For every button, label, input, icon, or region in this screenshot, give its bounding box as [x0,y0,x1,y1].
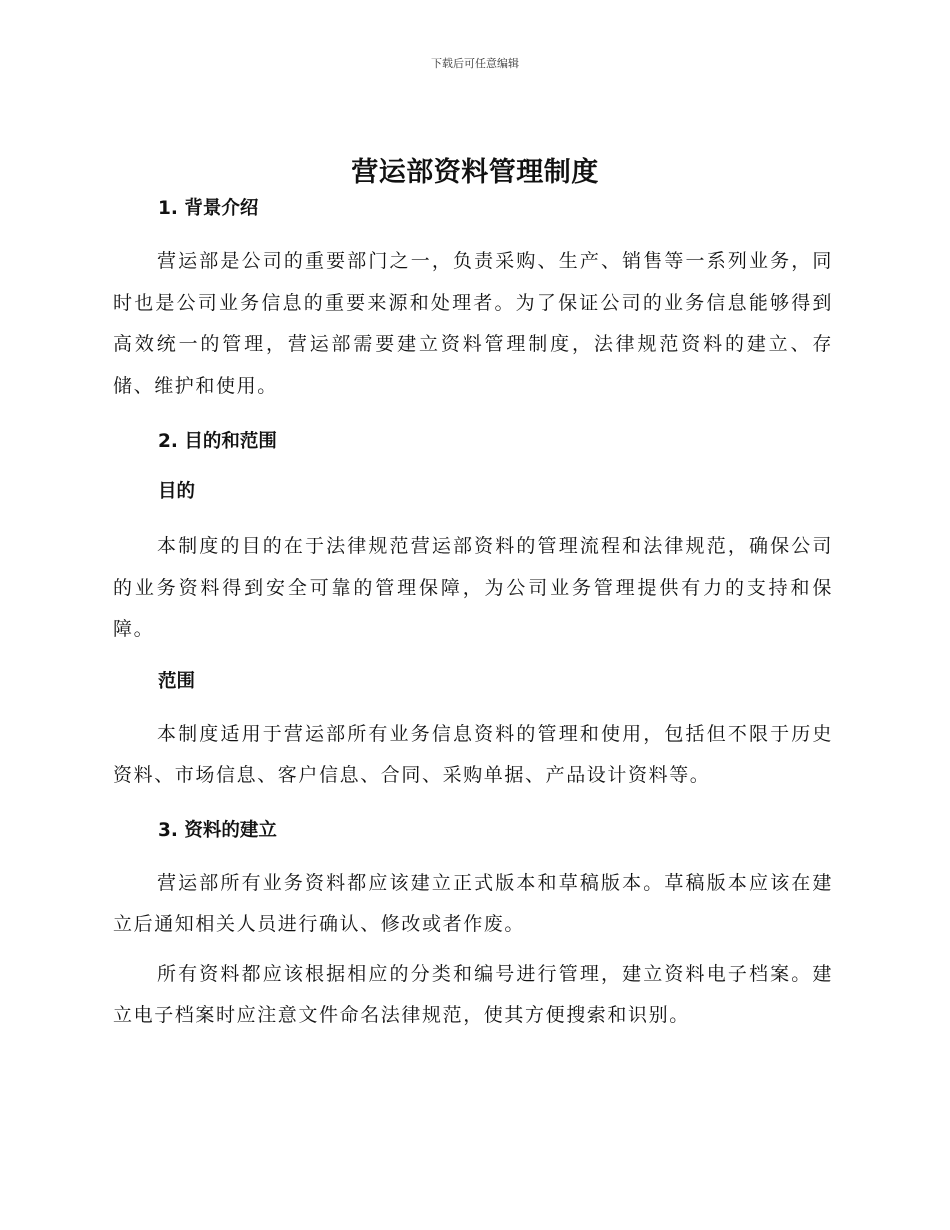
background-paragraph: 营运部是公司的重要部门之一，负责采购、生产、销售等一系列业务，同时也是公司业务信息的重要来源和处理者。为了保证公司的业务信息能够得到高效统一的管理，营运部需要建立资料管理制度，法律规范资料的建立、存储、维护和使用。 [113,250,833,397]
establishment-paragraph-1: 营运部所有业务资料都应该建立正式版本和草稿版本。草稿版本应该在建立后通知相关人员进行确认、修改或者作废。 [113,871,833,935]
scope-paragraph: 本制度适用于营运部所有业务信息资料的管理和使用，包括但不限于历史资料、市场信息、客户信息、合同、采购单据、产品设计资料等。 [113,722,833,786]
establishment-paragraph-2: 所有资料都应该根据相应的分类和编号进行管理，建立资料电子档案。建立电子档案时应注意文件命名法律规范，使其方便搜索和识别。 [113,962,833,1026]
document-body [113,195,833,1037]
header-note: 下载后可任意编辑 [431,57,519,70]
document-title: 营运部资料管理制度 [351,157,599,188]
section-heading-background: 1. 背景介绍 [158,198,259,219]
section-heading-establishment: 3. 资料的建立 [158,819,277,841]
section-heading-purpose-scope: 2. 目的和范围 [158,431,277,452]
subheading-purpose: 目的 [158,481,196,502]
purpose-paragraph: 本制度的目的在于法律规范营运部资料的管理流程和法律规范，确保公司的业务资料得到安全可靠的管理保障，为公司业务管理提供有力的支持和保障。 [113,535,833,640]
subheading-scope: 范围 [158,670,196,692]
